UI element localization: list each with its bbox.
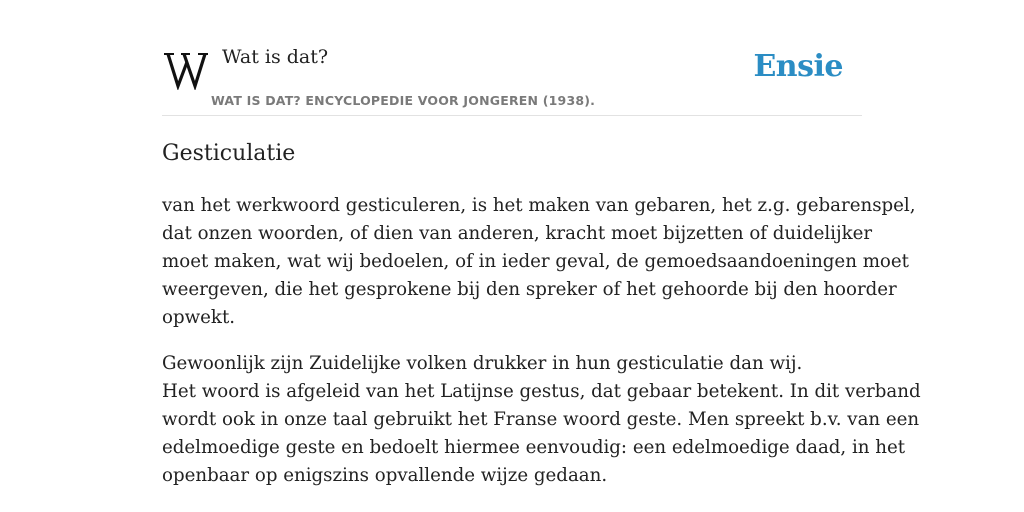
text-line: van het werkwoord gesticuleren, is het maken van gebaren, het z.g. gebarenspel, (162, 195, 916, 216)
page-container (162, 0, 921, 486)
entry-title: Gesticulatie (162, 141, 296, 166)
text-line: Gewoonlijk zijn Zuidelijke volken drukker in hun gesticulatie dan wij. (162, 353, 803, 374)
paragraph (162, 192, 916, 332)
text-line: openbaar op enigszins opvallende wijze gedaan. (162, 465, 608, 486)
wikipedia-w-icon (164, 50, 210, 90)
source-header (162, 0, 862, 116)
brand-logo-link[interactable]: Ensie (753, 49, 843, 84)
text-line: edelmoedige geste en bedoelt hiermee eenvoudig: een edelmoedige daad, in het (162, 437, 906, 458)
text-line: dat onzen woorden, of dien van anderen, kracht moet bijzetten of duidelijker (162, 223, 873, 244)
source-title: Wat is dat? (222, 46, 329, 68)
text-line: opwekt. (162, 307, 236, 328)
text-line: Het woord is afgeleid van het Latijnse gestus, dat gebaar betekent. In dit verband (162, 381, 921, 402)
text-line: wordt ook in onze taal gebruikt het Franse woord geste. Men spreekt b.v. van een (162, 409, 920, 430)
entry-body (162, 192, 921, 508)
text-line: weergeven, die het gesprokene bij den spreker of het gehoorde bij den hoorder (162, 279, 897, 300)
paragraph (162, 350, 921, 490)
source-subtitle: WAT IS DAT? ENCYCLOPEDIE VOOR JONGEREN (1938). (211, 93, 596, 108)
text-line: moet maken, wat wij bedoelen, of in ieder geval, de gemoedsaandoeningen moet (162, 251, 909, 272)
